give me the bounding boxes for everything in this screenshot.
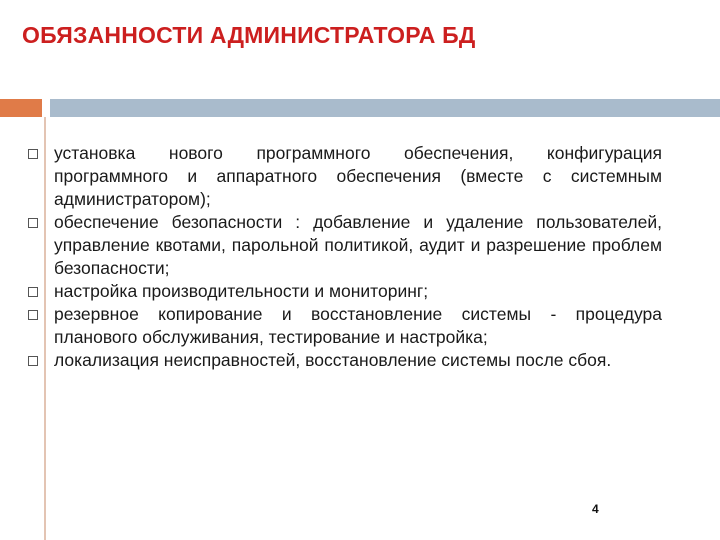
slide-title: ОБЯЗАННОСТИ АДМИНИСТРАТОРА БД <box>22 22 476 48</box>
bullet-text: установка нового программного обеспечения, конфигурация программного и аппаратного обеспечения (вместе с системным администратором); <box>54 143 662 209</box>
bullet-text: настройка производительности и мониторинг; <box>54 281 429 301</box>
square-outline-icon <box>28 218 38 228</box>
bullet-text: обеспечение безопасности : добавление и удаление пользователей, управление квотами, парольной политикой, аудит и разрешение проблем безопасности; <box>54 212 662 278</box>
bullet-text: резервное копирование и восстановление системы - процедура планового обслуживания, тестирование и настройка; <box>54 304 662 347</box>
square-outline-icon <box>28 149 38 159</box>
bullet-item <box>22 211 662 280</box>
accent-bar-blue <box>50 99 720 117</box>
bullet-item <box>22 349 662 372</box>
bullet-item <box>22 142 662 211</box>
bullet-item <box>22 303 662 349</box>
accent-bar-orange <box>0 99 42 117</box>
bullet-item <box>22 280 662 303</box>
bullet-list <box>22 142 662 372</box>
page-number: 4 <box>592 502 599 516</box>
bullet-text: локализация неисправностей, восстановление системы после сбоя. <box>54 350 612 370</box>
square-outline-icon <box>28 287 38 297</box>
square-outline-icon <box>28 310 38 320</box>
square-outline-icon <box>28 356 38 366</box>
